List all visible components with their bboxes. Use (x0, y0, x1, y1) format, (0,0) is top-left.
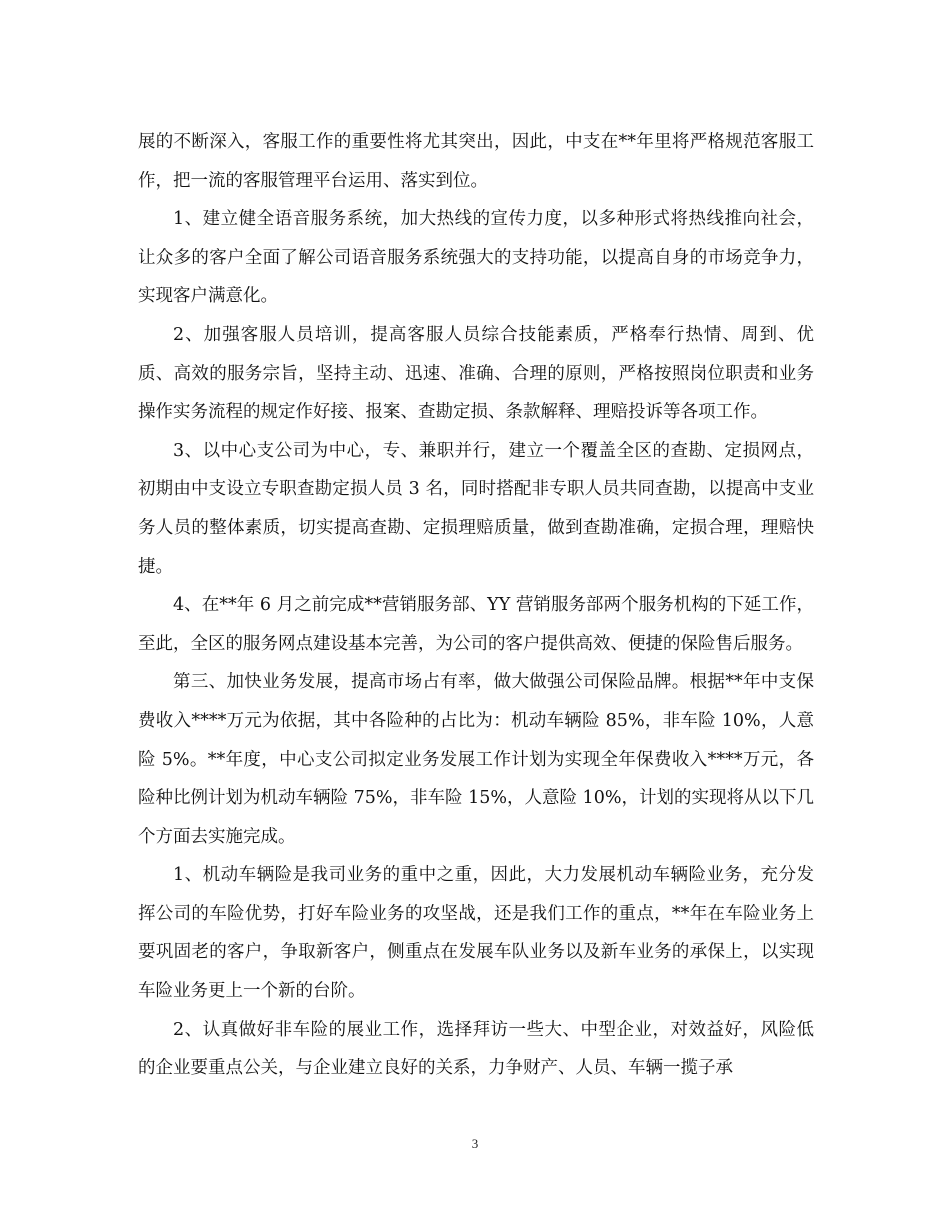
paragraph-item-1-motor-insurance: 1、机动车辆险是我司业务的重中之重，因此，大力发展机动车辆险业务，充分发挥公司的车险优势，打好车险业务的攻坚战，还是我们工作的重点，**年在车险业务上要巩固老的客户，争取新客户，侧重点在发展车队业务以及新车业务的承保上，以实现车险业务更上一个新的台阶。 (138, 865, 814, 1002)
paragraph-item-4-service-outlets: 4、在**年 6 月之前完成**营销服务部、YY 营销服务部两个服务机构的下延工作，至此，全区的服务网点建设基本完善，为公司的客户提供高效、便捷的保险售后服务。 (138, 595, 814, 654)
paragraph-item-2-staff-training: 2、加强客服人员培训，提高客服人员综合技能素质，严格奉行热情、周到、优质、高效的服务宗旨，坚持主动、迅速、准确、合理的原则，严格按照岗位职责和业务操作实务流程的规定作好接、报案、查勘定损、条款解释、理赔投诉等各项工作。 (138, 324, 814, 423)
paragraph-item-1-voice-service: 1、建立健全语音服务系统，加大热线的宣传力度，以多种形式将热线推向社会，让众多的客户全面了解公司语音服务系统强大的支持功能，以提高自身的市场竞争力，实现客户满意化。 (138, 209, 814, 307)
paragraph-continuation: 展的不断深入，客服工作的重要性将尤其突出，因此，中支在**年里将严格规范客服工作，把一流的客服管理平台运用、落实到位。 (138, 132, 814, 191)
paragraph-section-three: 第三、加快业务发展，提高市场占有率，做大做强公司保险品牌。根据**年中支保费收入****万元为依据，其中各险种的占比为：机动车辆险 85%，非车险 10%，人意险 5%。**年度，中心支公司拟定业务发展工作计划为实现全年保费收入****万元，各险种比例计划为机动车辆险 75%，非车险 15%，人意险 10%，计划的实现将从以下几个方面去实施完成。 (138, 672, 814, 847)
document-body (138, 123, 814, 1088)
paragraph-item-3-survey-network: 3、以中心支公司为中心，专、兼职并行，建立一个覆盖全区的查勘、定损网点，初期由中支设立专职查勘定损人员 3 名，同时搭配非专职人员共同查勘，以提高中支业务人员的整体素质，切实提高查勘、定损理赔质量，做到查勘准确，定损合理，理赔快捷。 (138, 440, 814, 577)
paragraph-item-2-non-motor: 2、认真做好非车险的展业工作，选择拜访一些大、中型企业，对效益好，风险低的企业要重点公关，与企业建立良好的关系，力争财产、人员、车辆一揽子承 (138, 1019, 814, 1079)
page-number: 3 (471, 1136, 479, 1151)
